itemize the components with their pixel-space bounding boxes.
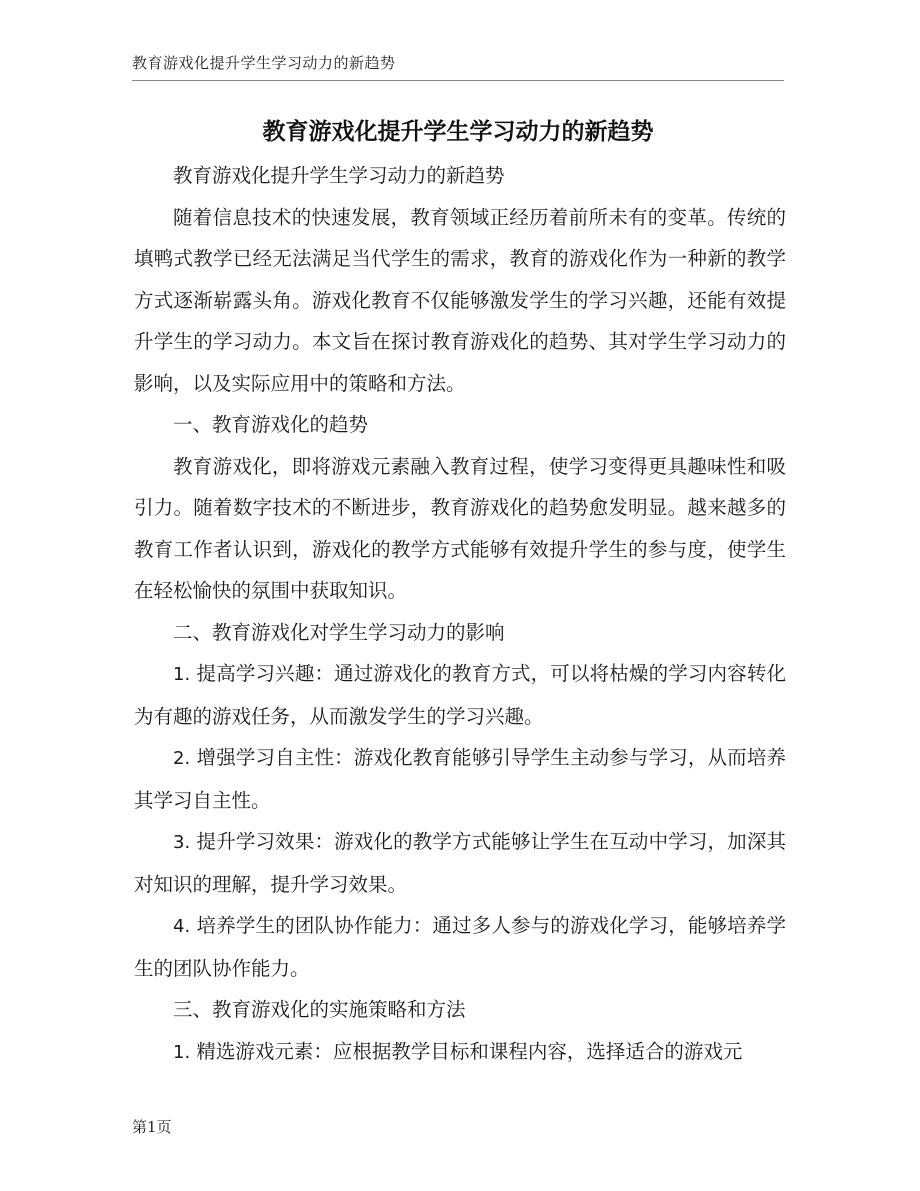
running-header: 教育游戏化提升学生学习动力的新趋势 [132,54,396,72]
section-heading-trend: 一、教育游戏化的趋势 [173,413,369,436]
header-divider [132,80,784,81]
list-item-teamwork: 4. 培养学生的团队协作能力：通过多人参与的游戏化学习，能够培养学生的团队协作能力。 [134,914,786,980]
paragraph-trend: 教育游戏化，即将游戏元素融入教育过程，使学习变得更具趣味性和吸引力。随着数字技术的不断进步，教育游戏化的趋势愈发明显。越来越多的教育工作者认识到，游戏化的教学方式能够有效提升学生的参与度，使学生在轻松愉快的氛围中获取知识。 [134,454,786,602]
document-title: 教育游戏化提升学生学习动力的新趋势 [262,119,654,145]
list-item-effectiveness: 3. 提升学习效果：游戏化的教学方式能够让学生在互动中学习，加深其对知识的理解，提升学习效果。 [134,830,786,896]
list-item-game-elements: 1. 精选游戏元素：应根据教学目标和课程内容，选择适合的游戏元 [173,1039,743,1063]
section-heading-strategies: 三、教育游戏化的实施策略和方法 [173,998,466,1021]
paragraph-intro: 随着信息技术的快速发展，教育领域正经历着前所未有的变革。传统的填鸭式教学已经无法满足当代学生的需求，教育的游戏化作为一种新的教学方式逐渐崭露头角。游戏化教育不仅能够激发学生的学习兴趣，还能有效提升学生的学习动力。本文旨在探讨教育游戏化的趋势、其对学生学习动力的影响，以及实际应用中的策略和方法。 [134,205,786,395]
list-item-interest: 1. 提高学习兴趣：通过游戏化的教育方式，可以将枯燥的学习内容转化为有趣的游戏任务，从而激发学生的学习兴趣。 [134,662,786,728]
page-number: 第1页 [132,1118,172,1136]
section-heading-impact: 二、教育游戏化对学生学习动力的影响 [173,620,505,644]
document-body [134,155,786,1073]
paragraph-subtitle: 教育游戏化提升学生学习动力的新趋势 [173,164,505,187]
list-item-autonomy: 2. 增强学习自主性：游戏化教育能够引导学生主动参与学习，从而培养其学习自主性。 [134,746,786,812]
